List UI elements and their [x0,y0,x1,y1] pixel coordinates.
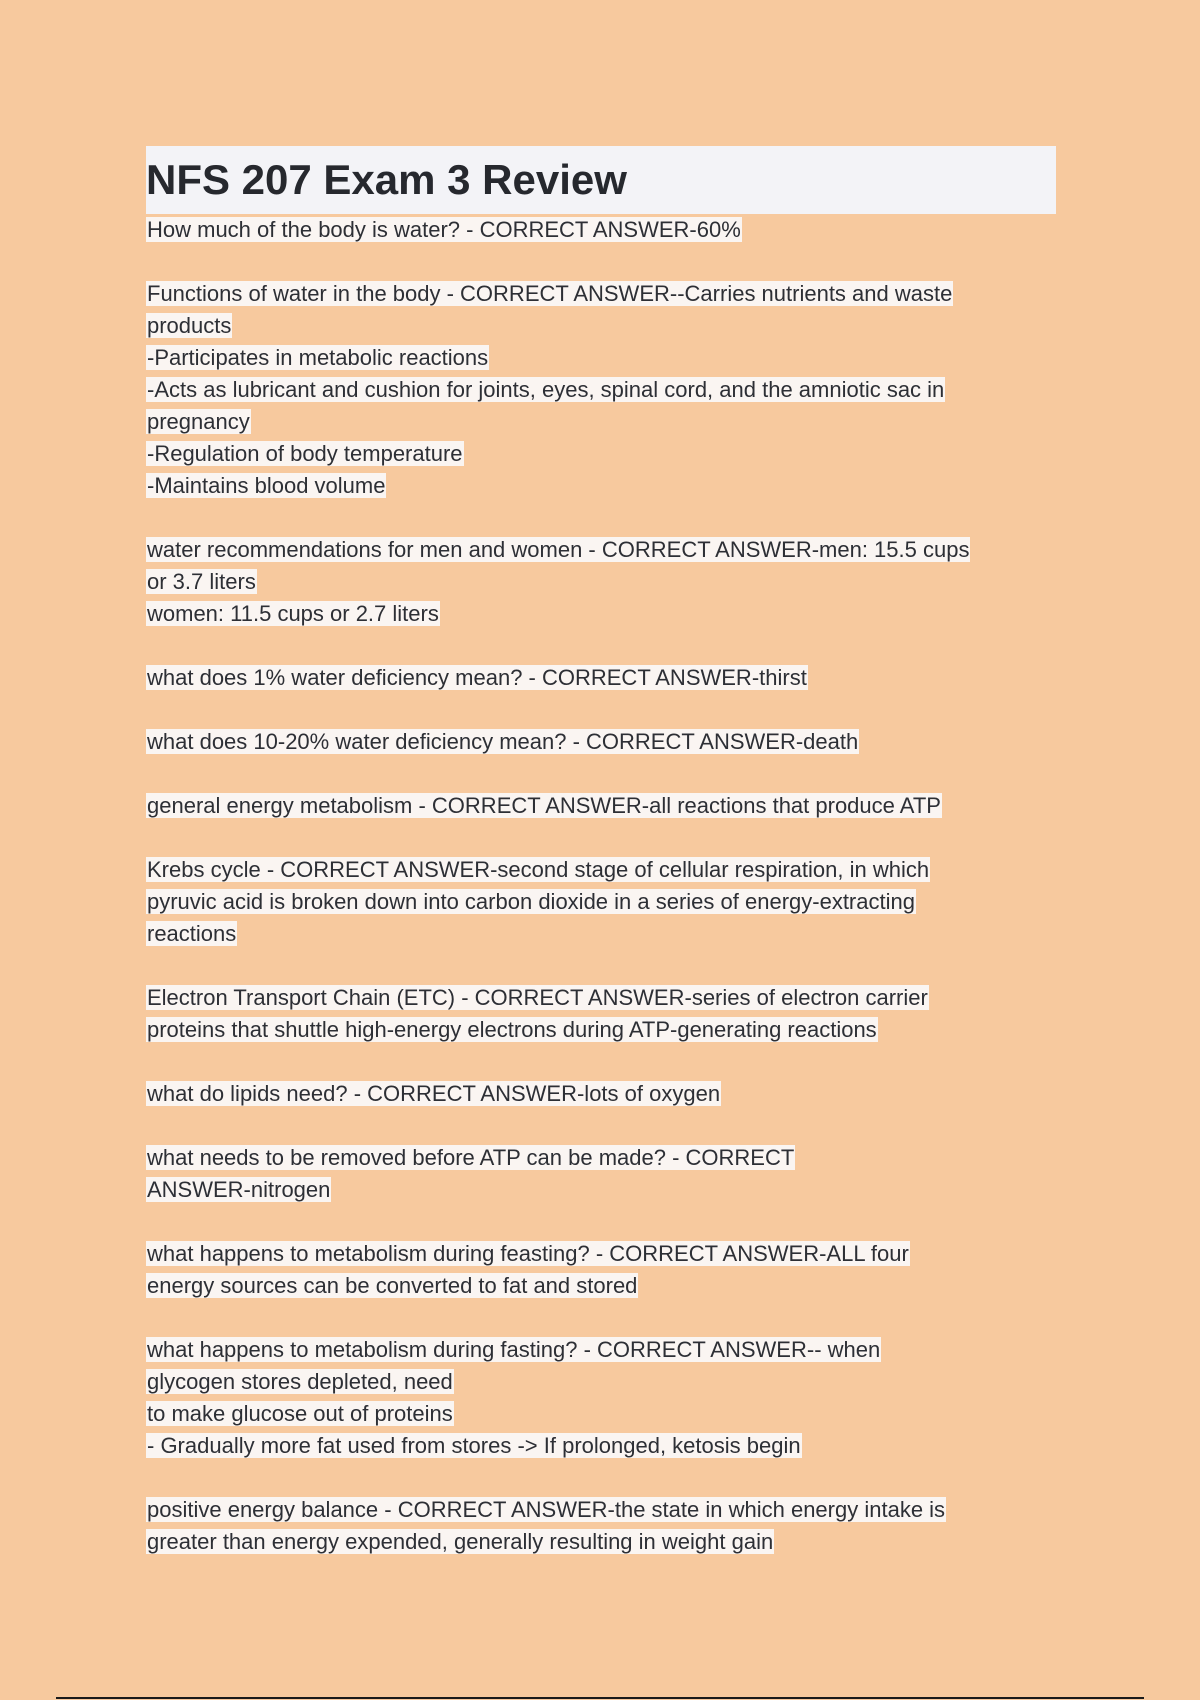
qa-line: what happens to metabolism during feasting? - CORRECT ANSWER-ALL four [147,1241,909,1266]
qa-line: -Acts as lubricant and cushion for joints, eyes, spinal cord, and the amniotic sac in [147,377,945,402]
qa-line: energy sources can be converted to fat and stored [147,1273,638,1298]
qa-line: what does 10-20% water deficiency mean? - CORRECT ANSWER-death [147,729,859,754]
qa-entry [146,1494,1066,1558]
qa-entry [146,662,1066,694]
qa-line: what do lipids need? - CORRECT ANSWER-lots of oxygen [147,1081,721,1106]
qa-entry [146,278,1066,502]
qa-line: what needs to be removed before ATP can be made? - CORRECT [147,1145,795,1170]
qa-line: proteins that shuttle high-energy electrons during ATP-generating reactions [147,1017,877,1042]
qa-line: general energy metabolism - CORRECT ANSWER-all reactions that produce ATP [147,793,941,818]
qa-line: How much of the body is water? - CORRECT ANSWER-60% [147,217,741,242]
qa-line: reactions [147,921,237,946]
qa-line: to make glucose out of proteins [147,1401,453,1426]
qa-line: -Participates in metabolic reactions [147,345,489,370]
qa-line: pregnancy [147,409,250,434]
qa-line: - Gradually more fat used from stores -> If prolonged, ketosis begin [147,1433,801,1458]
qa-entry [146,1238,1066,1302]
qa-entry [146,726,1066,758]
qa-line: products [147,313,232,338]
qa-line: -Regulation of body temperature [147,441,463,466]
page-bottom-divider [56,1697,1144,1699]
qa-line: Functions of water in the body - CORRECT ANSWER--Carries nutrients and waste [147,281,953,306]
qa-line: women: 11.5 cups or 2.7 liters [147,601,439,626]
qa-line: what happens to metabolism during fasting? - CORRECT ANSWER-- when [147,1337,881,1362]
qa-entry [146,854,1066,950]
qa-line: -Maintains blood volume [147,473,386,498]
qa-entry [146,790,1066,822]
qa-entry [146,982,1066,1046]
qa-line: Electron Transport Chain (ETC) - CORRECT ANSWER-series of electron carrier [147,985,928,1010]
qa-line: glycogen stores depleted, need [147,1369,453,1394]
qa-line: Krebs cycle - CORRECT ANSWER-second stage of cellular respiration, in which [147,857,930,882]
qa-line: what does 1% water deficiency mean? - CORRECT ANSWER-thirst [147,665,807,690]
qa-entry [146,1142,1066,1206]
qa-entry [146,1078,1066,1110]
qa-entry [146,214,1066,246]
qa-line: water recommendations for men and women - CORRECT ANSWER-men: 15.5 cups [147,537,970,562]
document-title: NFS 207 Exam 3 Review [146,156,627,203]
qa-line: pyruvic acid is broken down into carbon dioxide in a series of energy-extracting [147,889,915,914]
qa-line: greater than energy expended, generally resulting in weight gain [147,1529,774,1554]
qa-line: or 3.7 liters [147,569,256,594]
qa-entry [146,534,1066,630]
qa-line: positive energy balance - CORRECT ANSWER-the state in which energy intake is [147,1497,946,1522]
qa-line: ANSWER-nitrogen [147,1177,331,1202]
qa-list [146,214,1066,1590]
qa-entry [146,1334,1066,1462]
